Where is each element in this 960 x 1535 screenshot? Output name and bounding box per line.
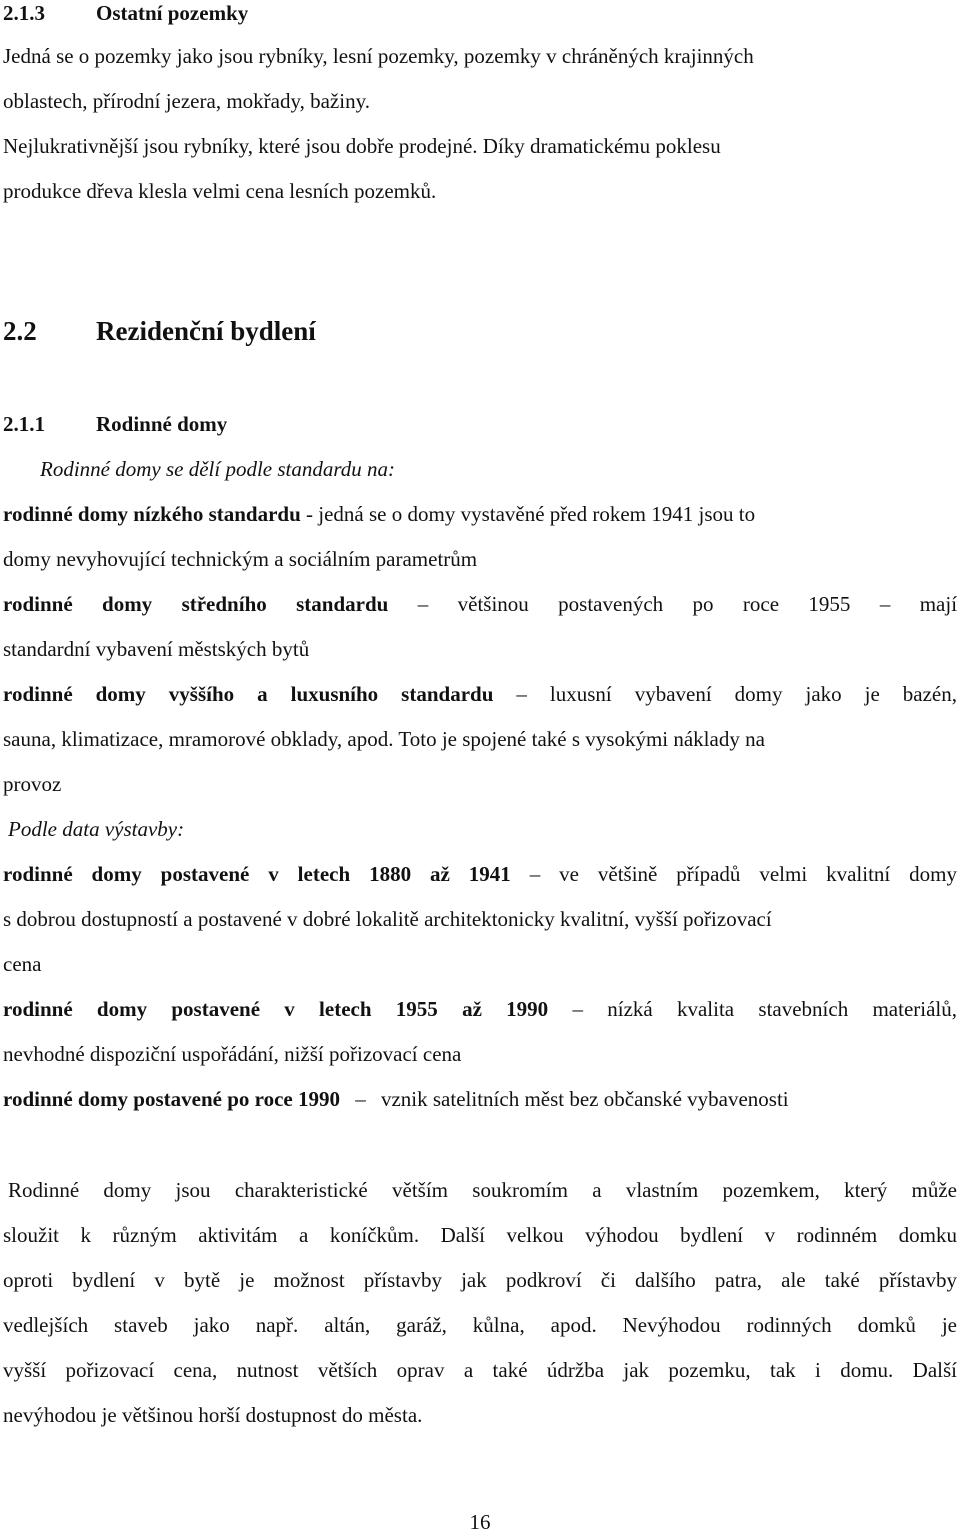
paragraph-line: oproti bydlení v bytě je možnost přístavby jak podkroví či dalšího patra, ale také přístavby — [3, 1268, 957, 1292]
paragraph-line: Jedná se o pozemky jako jsou rybníky, lesní pozemky, pozemky v chráněných krajinných — [3, 44, 754, 68]
mid-standard-line2: standardní vybavení městských bytů — [3, 637, 310, 661]
section-number: 2.2 — [3, 316, 37, 346]
high-standard-line3: provoz — [3, 772, 62, 796]
term-high-standard: rodinné domy vyššího a luxusního standardu — [3, 682, 494, 706]
dash: – — [516, 682, 527, 706]
paragraph-line: nevýhodou je většinou horší dostupnost do města. — [3, 1403, 423, 1427]
high-standard-text: luxusní vybavení domy jako je bazén, — [549, 682, 957, 706]
dash: – — [529, 862, 541, 886]
d1990-line1 — [3, 1089, 789, 1110]
d1880-line2: s dobrou dostupností a postavené v dobré lokalitě architektonicky kvalitní, vyšší pořizovací — [3, 907, 772, 931]
mid-standard-end: mají — [919, 592, 958, 616]
date-intro: Podle data výstavby: — [8, 817, 185, 841]
paragraph-line: produkce dřeva klesla velmi cena lesních pozemků. — [3, 179, 437, 203]
d1990-text: vznik satelitních měst bez občanské vybavenosti — [380, 1087, 789, 1111]
d1880-line1 — [3, 864, 957, 885]
term-1955-1990: rodinné domy postavené v letech 1955 až 1990 — [3, 997, 549, 1021]
standard-intro: Rodinné domy se dělí podle standardu na: — [40, 457, 396, 481]
d1955-text: nízká kvalita stavebních materiálů, — [607, 997, 958, 1021]
d1955-line1 — [3, 999, 957, 1020]
dash: – — [879, 592, 891, 616]
paragraph-line: sloužit k různým aktivitám a koníčkům. Další velkou výhodou bydlení v rodinném domku — [3, 1223, 957, 1247]
low-standard-line1 — [3, 504, 755, 525]
dash: – — [355, 1087, 366, 1111]
paragraph-line: vedlejších staveb jako např. altán, garáž, kůlna, apod. Nevýhodou rodinných domků je — [3, 1313, 957, 1337]
mid-standard-text: většinou postavených po roce 1955 — [457, 592, 851, 616]
section-heading-2-1-3 — [3, 3, 248, 24]
high-standard-line1 — [3, 684, 957, 705]
term-mid-standard: rodinné domy středního standardu — [3, 592, 389, 616]
high-standard-line2: sauna, klimatizace, mramorové obklady, apod. Toto je spojené také s vysokými náklady na — [3, 727, 765, 751]
d1955-line2: nevhodné dispoziční uspořádání, nižší pořizovací cena — [3, 1042, 462, 1066]
paragraph-line: vyšší pořizovací cena, nutnost větších oprav a také údržba jak pozemku, tak i domu. Další — [3, 1358, 957, 1382]
page-number: 16 — [469, 1510, 491, 1534]
d1880-text: ve většině případů velmi kvalitní domy — [559, 862, 958, 886]
term-1880-1941: rodinné domy postavené v letech 1880 až 1941 — [3, 862, 511, 886]
term-low-standard: rodinné domy nízkého standardu — [3, 502, 301, 526]
dash: – — [572, 997, 583, 1021]
paragraph-line: Nejlukrativnější jsou rybníky, které jsou dobře prodejné. Díky dramatickému poklesu — [3, 134, 721, 158]
dash: – — [417, 592, 429, 616]
section-title: Rodinné domy — [96, 412, 228, 436]
section-title: Rezidenční bydlení — [96, 316, 316, 346]
term-after-1990: rodinné domy postavené po roce 1990 — [3, 1087, 340, 1111]
section-heading-2-2 — [3, 318, 316, 345]
section-title: Ostatní pozemky — [96, 1, 249, 25]
section-number: 2.1.1 — [3, 412, 45, 436]
section-number: 2.1.3 — [3, 1, 45, 25]
section-heading-2-1-1 — [3, 414, 227, 435]
low-standard-text: - jedná se o domy vystavěné před rokem 1941 jsou to — [300, 502, 756, 526]
d1880-line3: cena — [3, 952, 42, 976]
paragraph-line: oblastech, přírodní jezera, mokřady, bažiny. — [3, 89, 370, 113]
paragraph-line: Rodinné domy jsou charakteristické větším soukromím a vlastním pozemkem, který může — [8, 1178, 957, 1202]
low-standard-line2: domy nevyhovující technickým a sociálním parametrům — [3, 547, 478, 571]
mid-standard-line1 — [3, 594, 957, 615]
